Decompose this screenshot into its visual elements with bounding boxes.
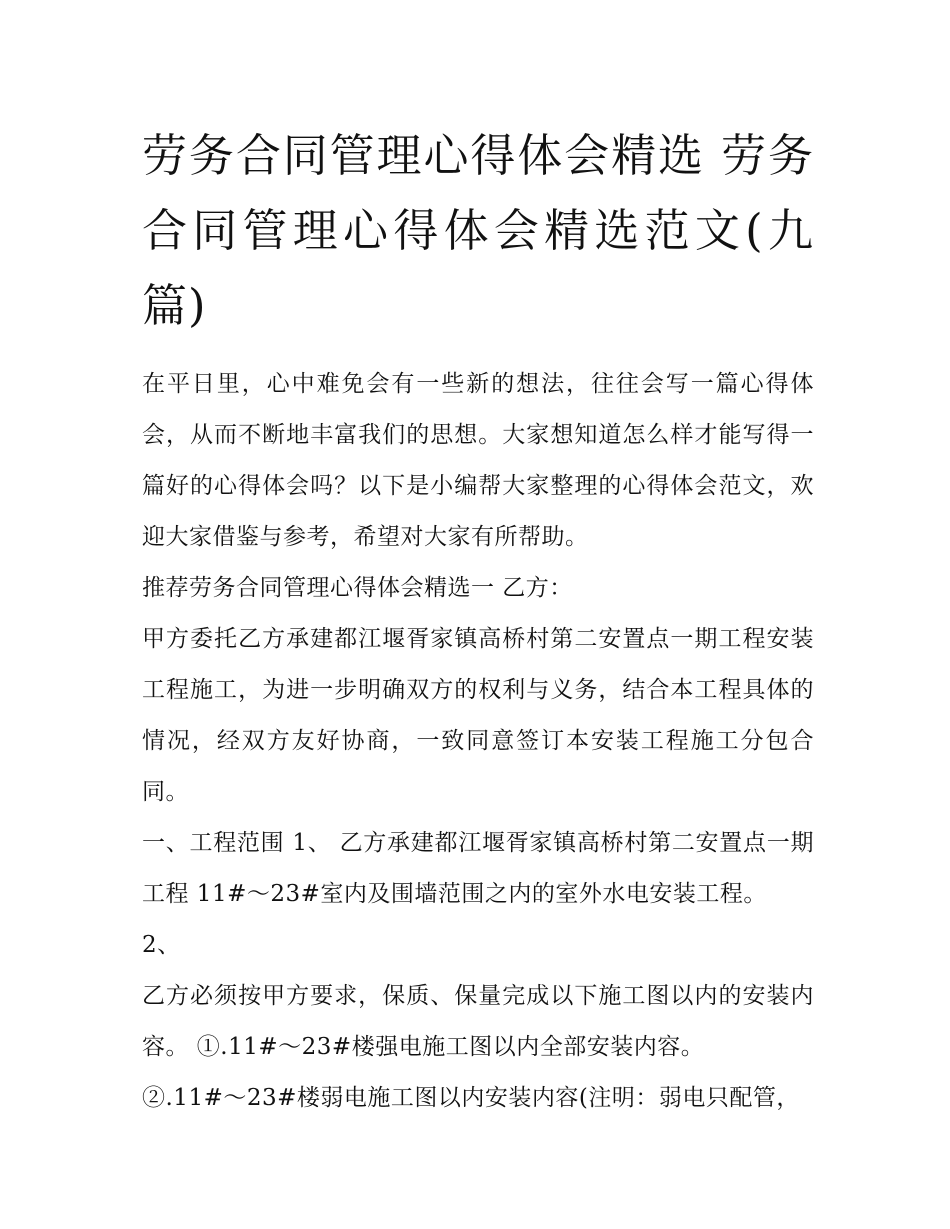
paragraph-requirements: 乙方必须按甲方要求，保质、保量完成以下施工图以内的安装内容。 ①.11#～23#楼强电施工图以内全部安装内容。 — [142, 983, 814, 1060]
paragraph-section-heading: 推荐劳务合同管理心得体会精选一 乙方： — [142, 575, 573, 601]
paragraph-weak-current: ②.11#～23#楼弱电施工图以内安装内容(注明：弱电只配管， — [142, 1085, 800, 1111]
document-page — [142, 118, 814, 1124]
paragraph-item-2: 2、 — [142, 932, 181, 958]
paragraph-scope: 一、工程范围 1、 乙方承建都江堰胥家镇高桥村第二安置点一期工程 11#～23#室内及围墙范围之内的室外水电安装工程。 — [142, 830, 814, 907]
document-title: 劳务合同管理心得体会精选 劳务合同管理心得体会精选范文(九篇) — [142, 129, 814, 332]
paragraph-intro: 在平日里，心中难免会有一些新的想法，往往会写一篇心得体会，从而不断地丰富我们的思想。大家想知道怎么样才能写得一篇好的心得体会吗？以下是小编帮大家整理的心得体会范文，欢迎大家借鉴与参考，希望对大家有所帮助。 — [142, 371, 814, 550]
paragraph-commission: 甲方委托乙方承建都江堰胥家镇高桥村第二安置点一期工程安装工程施工，为进一步明确双方的权利与义务，结合本工程具体的情况，经双方友好协商，一致同意签订本安装工程施工分包合同。 — [142, 626, 814, 805]
